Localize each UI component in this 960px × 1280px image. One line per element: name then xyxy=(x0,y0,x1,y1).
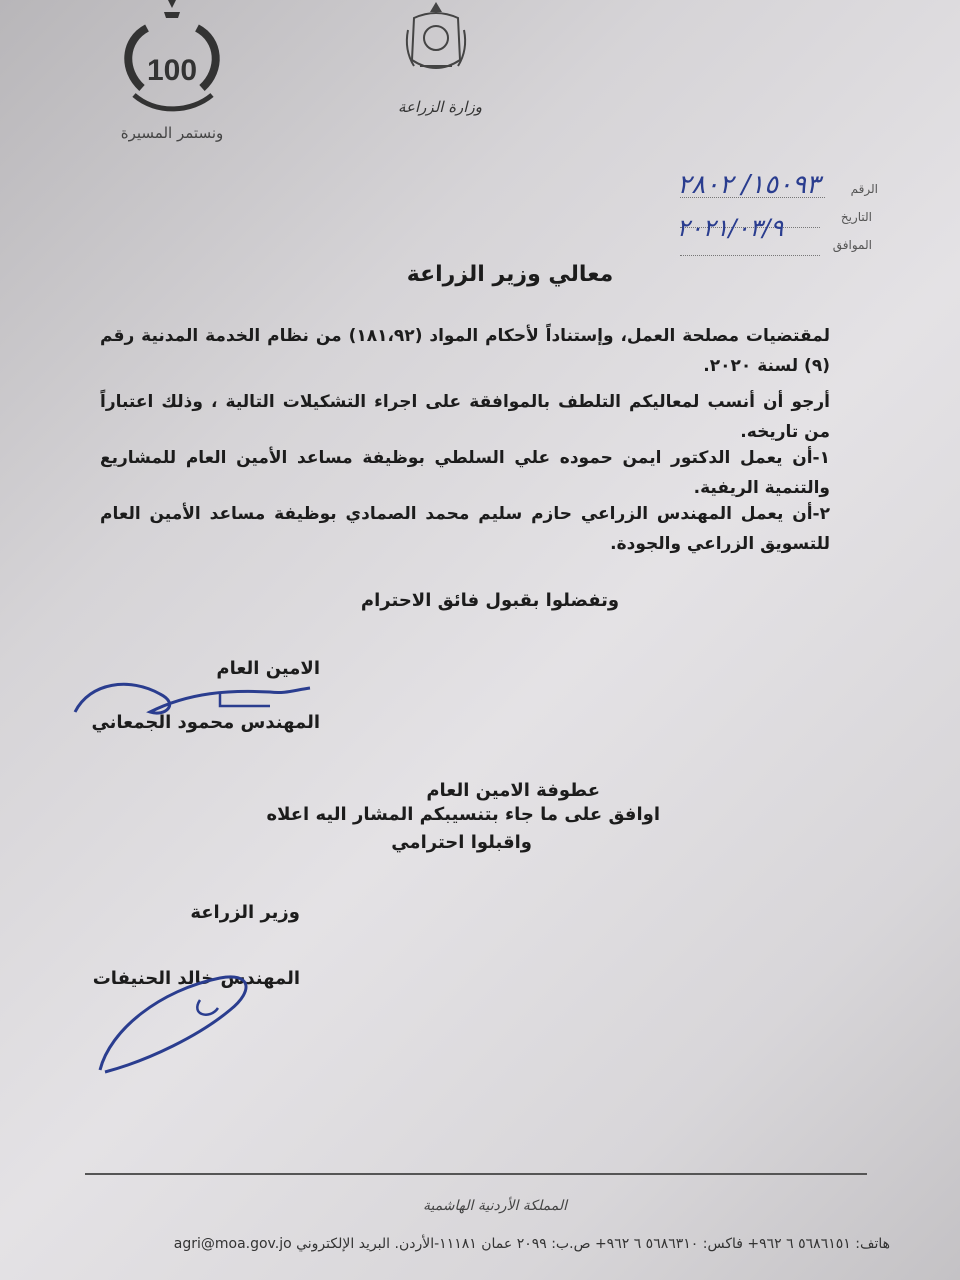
reference-number: ١٥٠٩٣/ ٢٨٠٢ xyxy=(677,170,820,200)
date-value: ٢٠٢١/٠٣/٩ xyxy=(676,214,784,242)
signature-secretary-general xyxy=(70,672,330,732)
approval-regards: واقبلوا احترامي xyxy=(391,832,532,853)
signature-minister xyxy=(90,960,260,1080)
hijri-label: الموافق xyxy=(832,238,872,252)
approval-statement: اوافق على ما جاء بتنسيبكم المشار اليه اعلاه xyxy=(266,804,660,825)
date-label: التاريخ xyxy=(840,210,872,224)
paragraph-legal-basis: لمقتضيات مصلحة العمل، وإستناداً لأحكام المواد (١٨١،٩٢) من نظام الخدمة المدنية رقم (٩) لسنة ٢٠٢٠. xyxy=(100,326,830,376)
minister-title: وزير الزراعة xyxy=(190,902,300,923)
paragraph-request: أرجو أن أنسب لمعاليكم التلطف بالموافقة على اجراء التشكيلات التالية ، وذلك اعتباراً من تاريخه. xyxy=(100,392,830,442)
approval-addressee: عطوفة الامين العام xyxy=(426,780,600,801)
number-label: الرقم xyxy=(850,182,878,196)
minister-name: المهندس خالد الحنيفات xyxy=(92,968,300,989)
footer-contact xyxy=(70,1236,890,1252)
secretary-general-name: المهندس محمود الجمعاني xyxy=(91,712,320,733)
closing-line: وتفضلوا بقبول فائق الاحترام xyxy=(360,590,620,611)
recipient-heading: معالي وزير الزراعة xyxy=(406,262,614,287)
royal-crest-icon xyxy=(400,0,472,80)
footer-divider xyxy=(85,1173,867,1175)
footer-kingdom: المملكة الأردنية الهاشمية xyxy=(422,1198,568,1214)
secretary-general-title: الامين العام xyxy=(216,658,320,679)
footer-contact-details: هاتف: ٥٦٨٦١٥١ ٦ ٩٦٢+ فاكس: ٥٦٨٦٣١٠ ٦ ٩٦٢+ ص.ب: ٢٠٩٩ عمان ١١١٨١-الأردن. البريد الإلكتروني xyxy=(296,1236,890,1252)
assignment-item-2: ٢-أن يعمل المهندس الزراعي حازم سليم محمد الصمادي بوظيفة مساعد الأمين العام للتسويق الزراعي والجودة. xyxy=(100,504,830,554)
assignment-item-1: ١-أن يعمل الدكتور ايمن حموده علي السلطي بوظيفة مساعد الأمين العام للمشاريع والتنمية الريفية. xyxy=(100,448,830,498)
ministry-name: وزارة الزراعة xyxy=(398,98,482,116)
hijri-line xyxy=(680,254,820,256)
footer-email[interactable]: agri@moa.gov.jo xyxy=(173,1236,292,1252)
centennial-number: 100 xyxy=(146,54,198,87)
centennial-tagline: ونستمر المسيرة xyxy=(120,124,224,142)
